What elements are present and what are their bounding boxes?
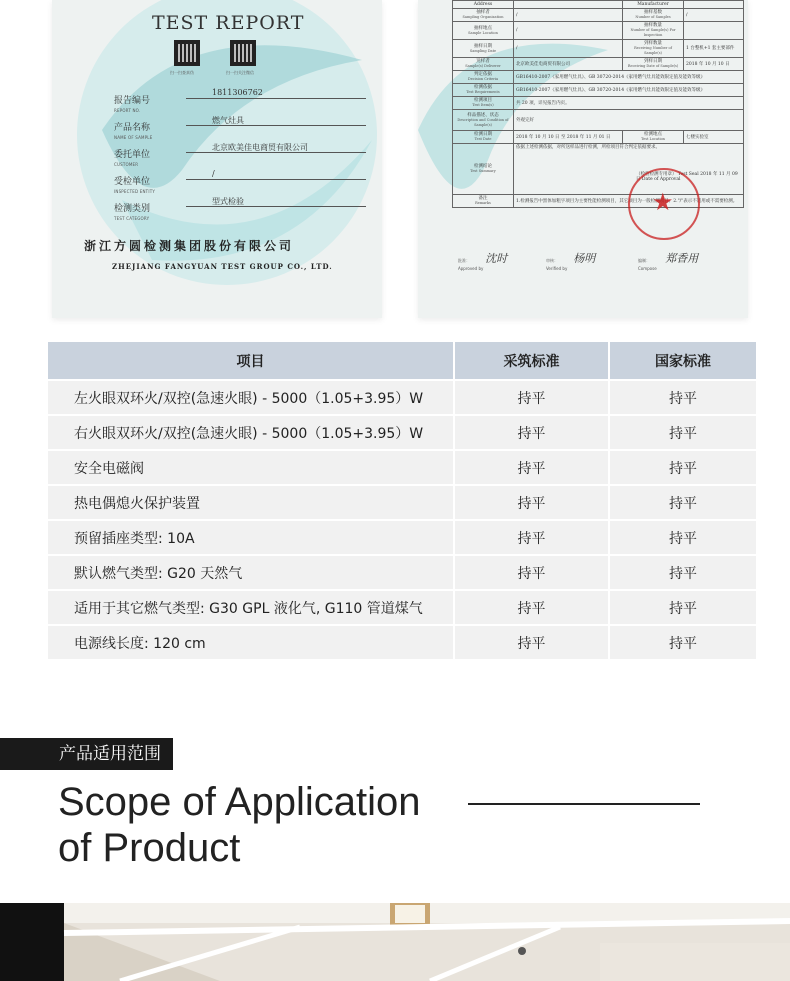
- cell-label: [453, 22, 514, 40]
- field-label: 报告编号: [114, 96, 151, 106]
- table-row: [453, 58, 744, 71]
- qr-code-verify-icon: [174, 40, 200, 66]
- table-row: [48, 486, 756, 519]
- label-en: Receiving Date of Sample(s): [627, 64, 679, 68]
- cell-value: /: [514, 9, 623, 22]
- row-national-value: 持平: [610, 451, 756, 484]
- label-cn: 抽样基数: [644, 10, 663, 15]
- label-en: Sampling Organization: [462, 15, 504, 19]
- cell-label: Manufacturer: [623, 1, 684, 9]
- label-en: Test Summary: [470, 169, 496, 173]
- cell-value: 外观完好: [514, 110, 744, 131]
- cell-value: GB16410-2007《家用燃气灶具》、GB 30720-2014《家用燃气灶具能效限定值及能效等级》: [514, 71, 744, 84]
- cell-value: [684, 1, 744, 9]
- cell-value: [514, 144, 744, 195]
- label-cn: 检测结论: [474, 164, 492, 169]
- cell-label: [453, 144, 514, 195]
- label-en: Number of Samples: [635, 15, 671, 19]
- cell-label: [453, 9, 514, 22]
- table-row: [48, 556, 756, 589]
- section-title-line: Scope of Application: [58, 780, 421, 824]
- cell-value: 1 台整机+1 套主要部件: [684, 40, 744, 58]
- cell-label: [453, 97, 514, 110]
- table-row: [48, 591, 756, 624]
- cell-value: 1.检测报告中黑体加粗字项目为主要性能检测项目，其它项目为一般检测项目；2."/"表示不适用或不需要检测。: [514, 195, 744, 208]
- field-underline: [186, 98, 366, 99]
- cell-label: [453, 40, 514, 58]
- table-row: [48, 451, 756, 484]
- field-value: 型式检验: [212, 197, 244, 206]
- section-title: [58, 779, 478, 871]
- label-en: Sample Location: [468, 30, 498, 35]
- cell-label: [453, 71, 514, 84]
- cell-label: [623, 22, 684, 40]
- table-row: [48, 416, 756, 449]
- cell-value: 共 20 项，详见报告内页。: [514, 97, 744, 110]
- signer-role: 审核：: [546, 258, 558, 263]
- field-underline: [186, 179, 366, 180]
- field-value: /: [212, 169, 215, 178]
- signer-role: 编制：: [638, 258, 650, 263]
- section-tag: 产品适用范围: [0, 738, 173, 770]
- official-seal-icon: [628, 168, 700, 240]
- cell-value: /: [514, 40, 623, 58]
- field-sublabel: NAME OF SAMPLE: [114, 135, 153, 140]
- table-header-row: [48, 342, 756, 379]
- cell-label: [453, 58, 514, 71]
- table-row: [453, 22, 744, 40]
- report-title: TEST REPORT: [152, 12, 305, 34]
- cell-label: [453, 110, 514, 131]
- field-label: 委托单位: [114, 150, 151, 160]
- row-item: 左火眼双环火/双控(急速火眼) - 5000（1.05+3.95）W: [48, 381, 453, 414]
- table-row: [453, 97, 744, 110]
- field-label: 检测类别: [114, 204, 151, 214]
- field-value: 燃气灶具: [212, 116, 244, 125]
- label-en: Sample(s) Deliverer: [465, 64, 501, 68]
- report-field-customer: [114, 142, 308, 167]
- field-label: 产品名称: [114, 123, 151, 133]
- qr-code-wechat-icon: [230, 40, 256, 66]
- label-cn: 备注: [478, 196, 488, 201]
- cell-label: [623, 9, 684, 22]
- qr-caption: 扫一扫关注微信: [226, 70, 254, 75]
- table-row: [48, 381, 756, 414]
- table-row: [453, 110, 744, 131]
- row-item: 热电偶熄火保护装置: [48, 486, 453, 519]
- label-cn: 送样者: [476, 59, 490, 64]
- stamp-caption: （检验检测专用章） Test Seal 2018 年 11 月 09 日 Date of Approval: [636, 172, 738, 182]
- row-company-value: 持平: [455, 521, 608, 554]
- cell-value: 七楼实验室: [684, 131, 744, 144]
- label-cn: 判定依据: [474, 72, 492, 77]
- label-en: Number of Sample(s) For Inspection: [630, 28, 676, 37]
- cell-label: [623, 58, 684, 71]
- label-en: Test Item(s): [472, 103, 494, 107]
- cell-label: [453, 195, 514, 208]
- row-company-value: 持平: [455, 381, 608, 414]
- section-divider: [468, 803, 700, 805]
- row-national-value: 持平: [610, 521, 756, 554]
- row-item: 安全电磁阀: [48, 451, 453, 484]
- cell-value: 2018 年 10 月 10 日: [684, 58, 744, 71]
- header-company-standard: 采筑标准: [455, 342, 608, 379]
- row-national-value: 持平: [610, 626, 756, 659]
- field-sublabel: CUSTOMER: [114, 162, 139, 167]
- field-sublabel: TEST CATEGORY: [114, 216, 150, 221]
- field-sublabel: INSPECTED ENTITY: [114, 189, 155, 194]
- label-en: Description and Condition of Sample(s): [457, 117, 509, 127]
- row-item: 预留插座类型: 10A: [48, 521, 453, 554]
- row-national-value: 持平: [610, 381, 756, 414]
- row-item: 默认燃气类型: G20 天然气: [48, 556, 453, 589]
- cell-value: 2018 年 10 月 10 日 至 2018 年 11 月 01 日: [514, 131, 623, 144]
- label-en: Remarks: [475, 201, 491, 205]
- label-cn: 到样日期: [644, 59, 663, 64]
- signer-role-en: Compose: [638, 266, 657, 271]
- signature: 杨明: [573, 252, 596, 265]
- interior-photo-image: [0, 903, 790, 981]
- row-company-value: 持平: [455, 626, 608, 659]
- label-cn: 检测项目: [474, 98, 492, 103]
- signer-role-en: Verified by: [546, 266, 568, 271]
- table-row: [453, 131, 744, 144]
- signature-approved: [458, 250, 507, 271]
- cell-label: [623, 40, 684, 58]
- signer-role-en: Approved by: [458, 266, 484, 271]
- row-company-value: 持平: [455, 451, 608, 484]
- cell-label: [623, 131, 684, 144]
- cell-label: Address: [453, 1, 514, 9]
- cell-value: [514, 1, 623, 9]
- row-national-value: 持平: [610, 486, 756, 519]
- table-row: [453, 71, 744, 84]
- summary-text: 依据上述检测依据，对所送样品进行检测，所检项目符合判定依据要求。: [516, 145, 660, 150]
- label-en: Receiving Number of Sample(s): [634, 46, 672, 55]
- test-report-cover: [52, 0, 382, 318]
- label-cn: 检测地点: [644, 132, 663, 137]
- row-national-value: 持平: [610, 556, 756, 589]
- table-row: [453, 84, 744, 97]
- field-label: 受检单位: [114, 177, 151, 187]
- kitchen-interior-photo: [0, 903, 790, 981]
- cell-value: GB16410-2007《家用燃气灶具》、GB 30720-2014《家用燃气灶具能效限定值及能效等级》: [514, 84, 744, 97]
- table-row: [453, 9, 744, 22]
- section-title-line: of Product: [58, 826, 241, 870]
- row-item: 电源线长度: 120 cm: [48, 626, 453, 659]
- cell-value: /: [684, 9, 744, 22]
- field-sublabel: REPORT NO.: [114, 108, 141, 113]
- row-company-value: 持平: [455, 591, 608, 624]
- row-item: 适用于其它燃气类型: G30 GPL 液化气, G110 管道煤气: [48, 591, 453, 624]
- label-cn: 抽样地点: [474, 25, 492, 31]
- table-row: [453, 40, 744, 58]
- report-field-sample-name: [114, 115, 244, 140]
- row-item: 右火眼双环火/双控(急速火眼) - 5000（1.05+3.95）W: [48, 416, 453, 449]
- label-en: Test Date: [474, 137, 492, 141]
- cell-value: [684, 22, 744, 40]
- label-cn: 检测依据: [474, 85, 492, 90]
- cell-value: 北京欧美佳电商贸有限公司: [514, 58, 623, 71]
- signature-verified: [546, 250, 595, 271]
- signer-role: 批准：: [458, 258, 470, 263]
- header-item: 项目: [48, 342, 453, 379]
- label-en: Decision Criteria: [467, 77, 499, 81]
- cell-label: [453, 84, 514, 97]
- company-name-en: ZHEJIANG FANGYUAN TEST GROUP CO., LTD.: [112, 262, 333, 271]
- header-national-standard: 国家标准: [610, 342, 756, 379]
- signature-composed: [638, 250, 698, 271]
- row-company-value: 持平: [455, 416, 608, 449]
- label-cn: 抽样日期: [474, 43, 492, 49]
- cell-value: /: [514, 22, 623, 40]
- row-national-value: 持平: [610, 416, 756, 449]
- table-row: [48, 626, 756, 659]
- row-company-value: 持平: [455, 556, 608, 589]
- signature: 沈时: [485, 252, 508, 265]
- label-en: Test Requirements: [466, 90, 500, 94]
- table-row: [453, 1, 744, 9]
- field-value: 北京欧美佳电商贸有限公司: [212, 143, 308, 152]
- label-en: Test Location: [641, 137, 665, 141]
- field-value: 1811306762: [212, 88, 263, 97]
- qr-caption: 扫一扫查真伪: [170, 70, 194, 75]
- label-en: Sampling Date: [469, 48, 497, 53]
- label-cn: 抽样者: [476, 10, 490, 15]
- report-detail-table: [452, 0, 744, 208]
- report-field-number: [114, 88, 263, 113]
- cell-label: [453, 131, 514, 144]
- label-cn: 到样数量: [644, 41, 663, 46]
- report-field-inspected-entity: [114, 169, 215, 194]
- table-row: [48, 521, 756, 554]
- table-row: [453, 144, 744, 195]
- company-name-cn: 浙江方圆检测集团股份有限公司: [84, 239, 295, 253]
- test-report-detail-page: [418, 0, 748, 318]
- label-cn: 抽样数量: [644, 23, 663, 28]
- signature: 郑香用: [665, 252, 699, 265]
- report-field-test-category: [114, 196, 244, 221]
- row-national-value: 持平: [610, 591, 756, 624]
- standard-comparison-table: [46, 340, 758, 661]
- label-cn: 检测日期: [474, 132, 492, 137]
- label-cn: 样品描述、状态: [467, 112, 499, 118]
- row-company-value: 持平: [455, 486, 608, 519]
